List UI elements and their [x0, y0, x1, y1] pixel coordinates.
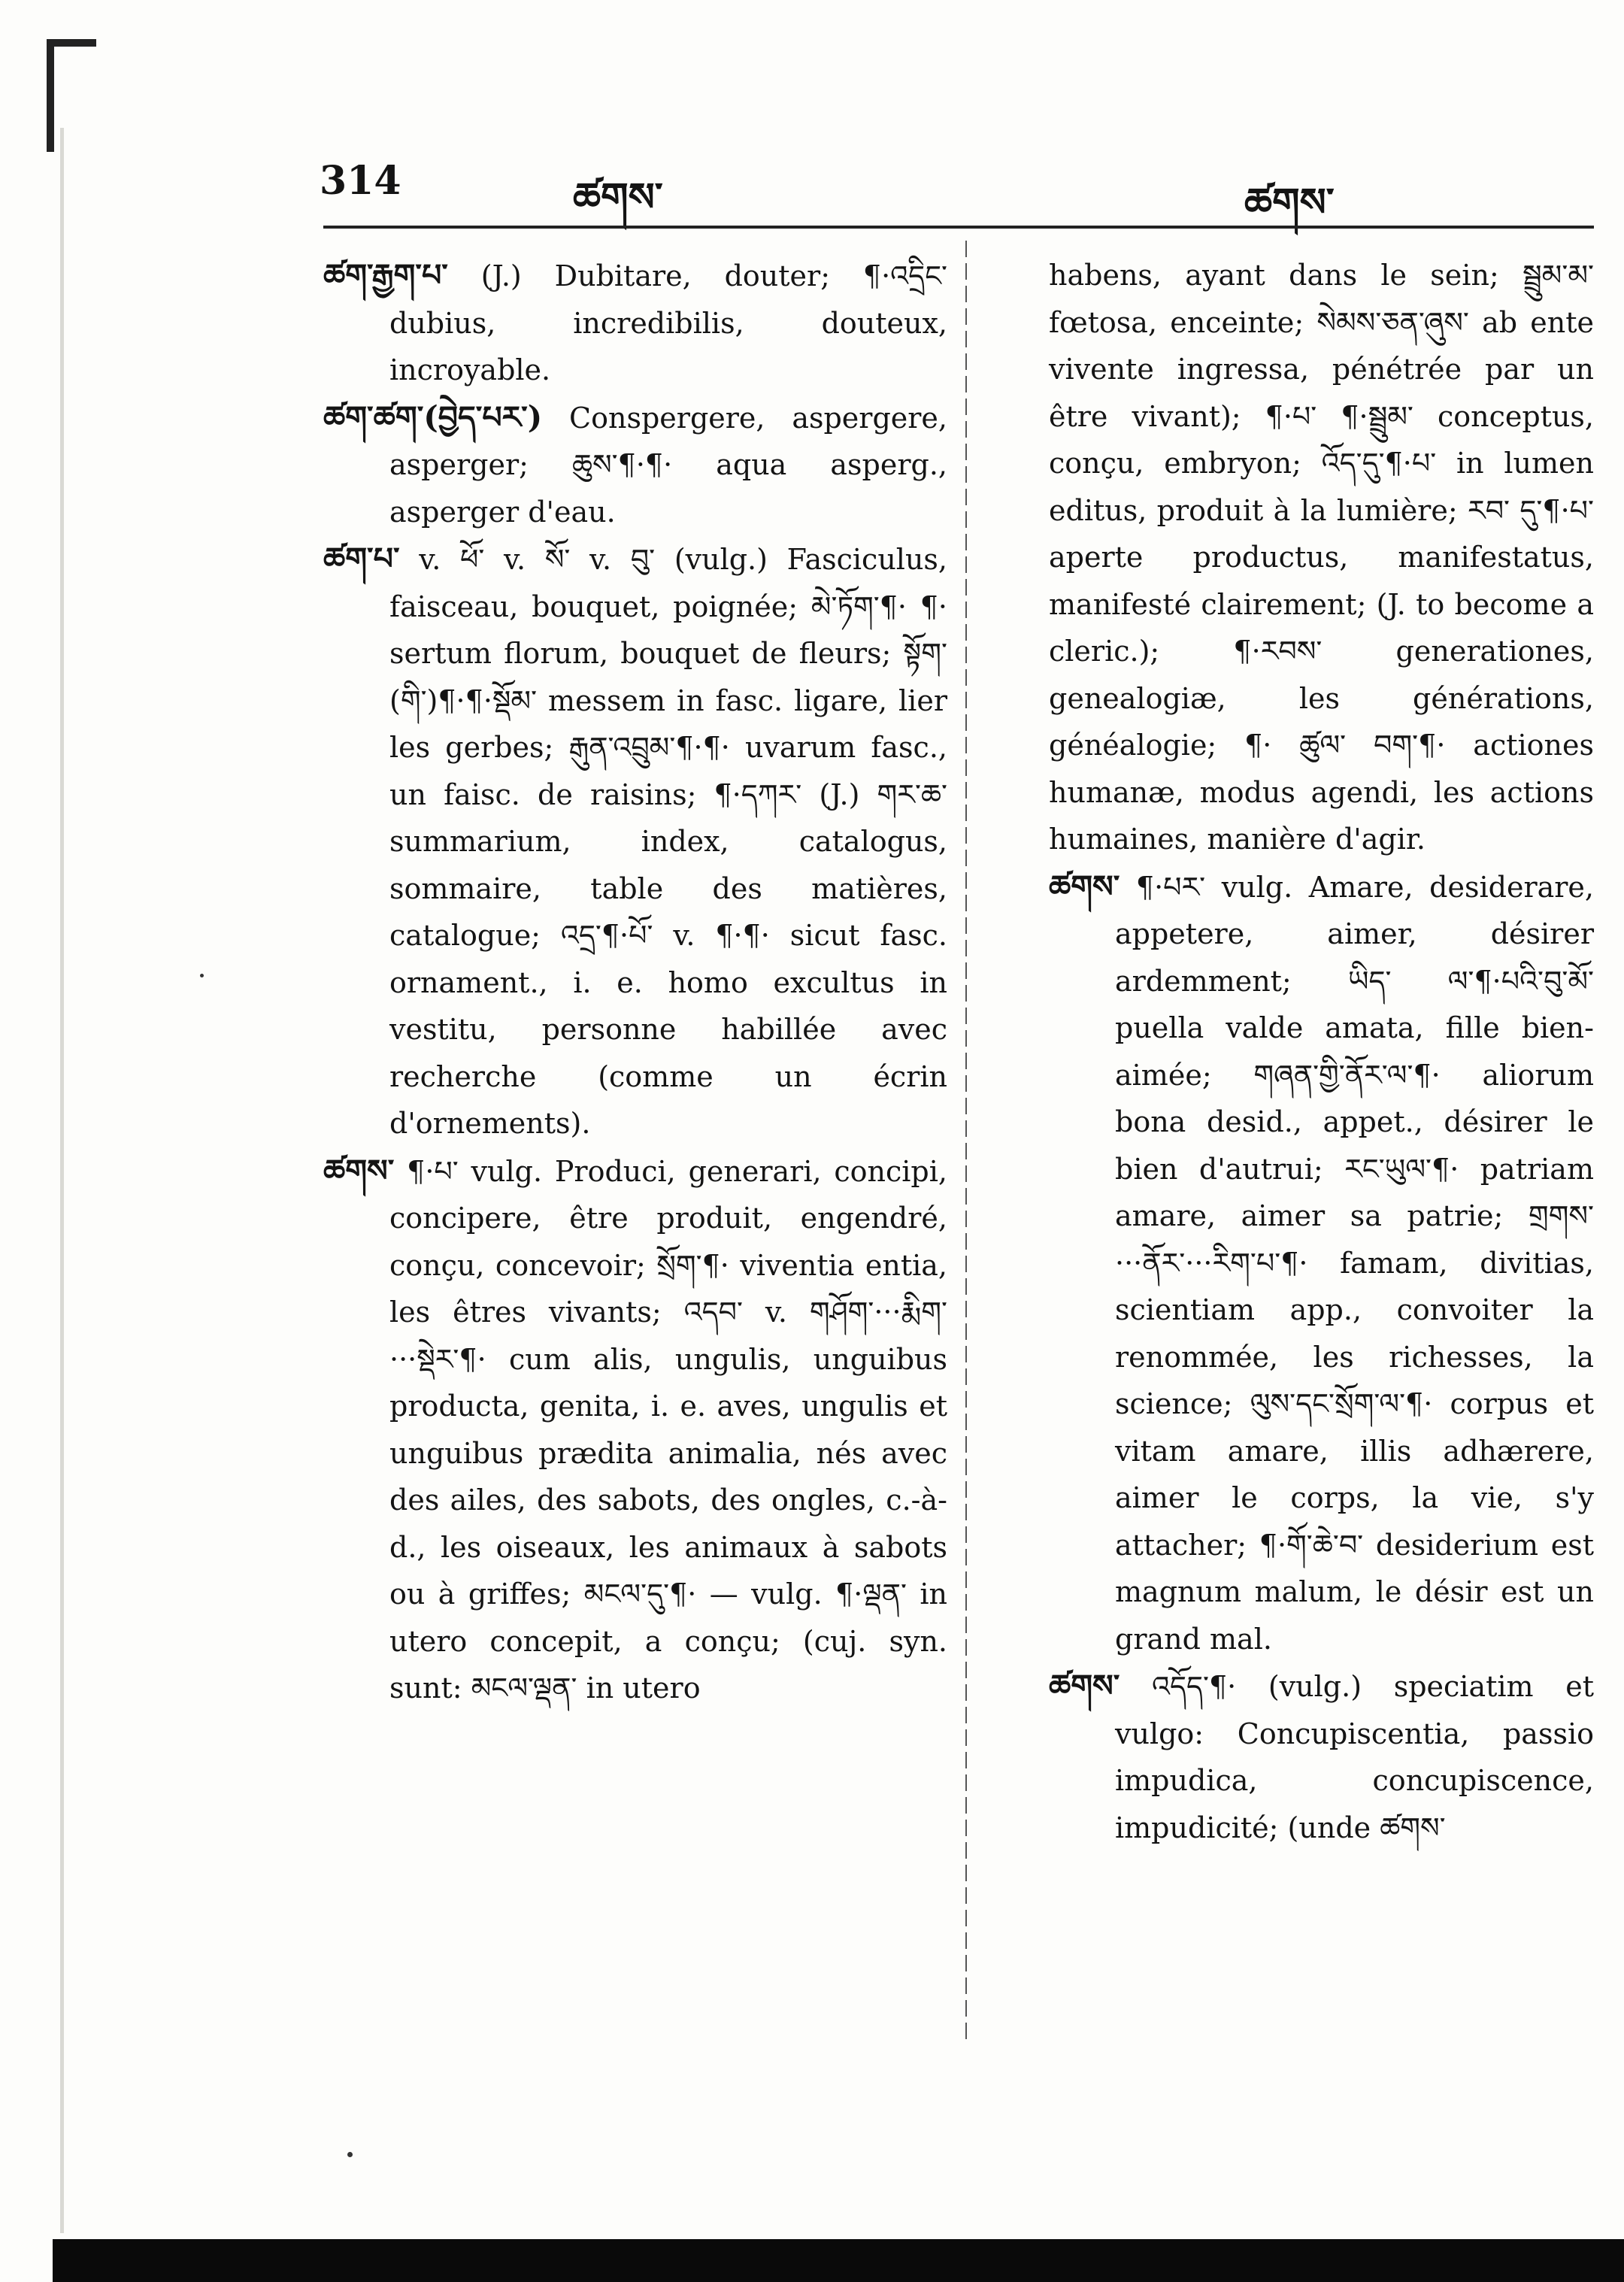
stray-ink-dot [200, 974, 204, 977]
entry-headword: ཚག་རྒྱག་པ་ [323, 257, 448, 293]
entry-body: v. ཕོ་ v. སོ་ v. བུ་ (vulg.) Fasciculus, faisceau, bouquet, poignée; མེ་ཏོག་¶· ¶· sertum florum, bouquet de fleurs; སྟོག་(གི་)¶·¶·སྡོམ་ messem in fasc. ligare, lier les gerbes; རྒུན་འབྲུམ་¶·¶· uvarum fasc., un faisc. de raisins; ¶·དཀར་ (J.) གར་ཆ་ summarium, index, catalogus, sommaire, table des matières, catalogue; འདྲ་¶·པོ་ v. ¶·¶· sicut fasc. ornament., i. e. homo excultus in vestitu, personne habillée avec recherche (comme un écrin d'ornements). [389, 543, 947, 1140]
entry-headword: ཚགས་ [323, 1152, 395, 1189]
corner-crop-mark-top [47, 39, 96, 47]
stray-ink-dot [347, 2152, 353, 2157]
entry-body: ¶·པ་ vulg. Produci, generari, concipi, concipere, être produit, engendré, conçu, concevoir; སྲོག་¶· viventia entia, les êtres vivants; འདབ་ v. གཤོག་···རྨིག་···སྡེར་¶· cum alis, ungulis, unguibus producta, genita, i. e. aves, ungulis et unguibus prædita animalia, nés avec des ailes, des sabots, des ongles, c.-à-d., les oiseaux, les animaux à sabots ou à griffes; མངལ་དུ་¶· — vulg. ¶·ལྡན་ in utero concepit, a conçu; (cuj. syn. sunt: མངལ་ལྡན་ in utero [389, 1154, 947, 1705]
running-head-left: ཚགས་ [573, 174, 663, 220]
entry-body: ¶·པར་ vulg. Amare, desiderare, appetere, aimer, désirer ardemment; ཡིད་ ལ་¶·པའི་བུ་མོ་ puella valde amata, fille bien-aimée; གཞན་གྱི་ནོར་ལ་¶· aliorum bona desid., appet., désirer le bien d'autrui; རང་ཡུལ་¶· patriam amare, aimer sa patrie; གྲགས་···ནོར་···རིག་པ་¶· famam, divitias, scientiam app., convoiter la renommée, les richesses, la science; ལུས་དང་སྲོག་ལ་¶· corpus et vitam amare, illis adhærere, aimer le corps, la vie, s'y attacher; ¶·གོ་ཆེ་བ་ desiderium est magnum malum, le désir est un grand mal. [1115, 870, 1594, 1656]
page-left-edge [60, 128, 64, 2233]
dictionary-entry [323, 535, 947, 1147]
entry-headword: ཚགས་ [1049, 1668, 1120, 1704]
right-column [1049, 252, 1594, 1851]
column-divider [965, 241, 967, 2045]
entry-headword: ཚགས་ [1049, 868, 1120, 905]
dictionary-entry [1049, 1662, 1594, 1851]
entry-continuation: habens, ayant dans le sein; སྦྲུམ་མ་ fœtosa, enceinte; སེམས་ཅན་ཞུས་ ab ente vivente ingressa, pénétrée par un être vivant); ¶·པ་ ¶·སྦྲུམ་ conceptus, conçu, embryon; འོད་དུ་¶·པ་ in lumen editus, produit à la lumière; རབ་ དུ་¶·པ་ aperte productus, manifestatus, manifesté clairement; (J. to become a cleric.); ¶·རབས་ generationes, genealogiæ, les générations, généalogie; ¶· ཚུལ་ བག་¶· actiones humanæ, modus agendi, les actions humaines, manière d'agir. [1049, 259, 1594, 856]
corner-crop-mark [47, 39, 54, 152]
entry-body: འདོད་¶· (vulg.) speciatim et vulgo: Concupiscentia, passio impudica, concupiscence, impudicité; (unde ཚགས་ [1115, 1670, 1594, 1844]
header-rule [323, 226, 1594, 229]
entry-body: (J.) Dubitare, douter; ¶·འདྲིང་ dubius, incredibilis, douteux, incroyable. [389, 259, 947, 386]
entry-headword: ཚག་ཚག་(བྱེད་པར་) [323, 399, 543, 435]
dictionary-entry [1049, 863, 1594, 1663]
entry-body: Conspergere, aspergere, asperger; ཆུས་¶·¶· aqua asperg., asperger d'eau. [389, 401, 947, 529]
dictionary-entry [323, 252, 947, 394]
running-head-right: ཚགས་ [1244, 180, 1335, 226]
dictionary-entry [323, 394, 947, 536]
entry-headword: ཚག་པ་ [323, 541, 400, 577]
dictionary-entry [323, 1147, 947, 1712]
left-column [323, 252, 947, 1712]
page-number: 314 [320, 158, 401, 204]
scan-bottom-border [53, 2239, 1624, 2282]
